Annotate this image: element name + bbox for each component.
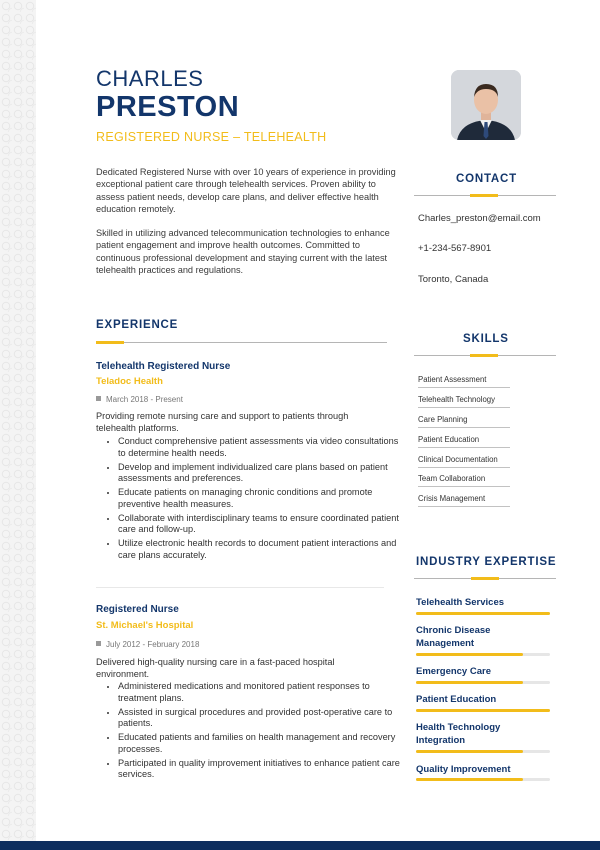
profile-photo — [451, 70, 521, 140]
expertise-label: Chronic Disease Management — [416, 625, 491, 649]
skill-underline — [418, 486, 510, 487]
expertise-bar — [416, 709, 550, 712]
experience-accent — [96, 341, 124, 344]
expertise-label: Patient Education — [416, 694, 497, 705]
skill-item: Team Collaboration — [418, 474, 486, 483]
skill-underline — [418, 387, 510, 388]
expertise-bar-fill — [416, 612, 550, 615]
job-bullets — [104, 436, 400, 564]
contact-accent — [470, 194, 498, 197]
job-bullet: • Educate patients on managing chronic conditions and promote preventive health measures. — [118, 487, 400, 510]
expertise-label: Emergency Care — [416, 666, 491, 677]
job-company: Teladoc Health — [96, 376, 163, 387]
expertise-bar — [416, 681, 550, 684]
calendar-icon — [96, 641, 101, 646]
job-separator — [96, 587, 384, 588]
decorative-pattern-strip — [0, 0, 36, 850]
job-bullet: • Participated in quality improvement initiatives to enhance patient care services. — [118, 758, 400, 781]
industry-expertise-heading: INDUSTRY EXPERTISE — [416, 556, 557, 568]
expertise-label: Telehealth Services — [416, 597, 505, 608]
job-role: Registered Nurse — [96, 604, 179, 615]
job-bullet: • Develop and implement individualized care plans based on patient assessments and preferences. — [118, 462, 400, 485]
summary-paragraph: Skilled in utilizing advanced telecommunication technologies to enhance patient engagement and improve health outcomes. Committed to continuous professional development and staying current with the latest telehealth practices and regulations. — [96, 228, 390, 276]
experience-divider — [96, 342, 387, 343]
job-description: Delivered high-quality nursing care in a fast-paced hospital environment. — [96, 657, 335, 679]
job-role: Telehealth Registered Nurse — [96, 361, 231, 372]
job-bullet: • Conduct comprehensive patient assessments via video consultations to determine health needs. — [118, 436, 400, 459]
skills-accent — [470, 354, 498, 357]
skill-item: Patient Assessment — [418, 375, 487, 384]
job-dates — [96, 640, 199, 649]
last-name: PRESTON — [96, 91, 240, 123]
job-bullet: • Collaborate with interdisciplinary teams to ensure coordinated patient care and follow-up. — [118, 513, 400, 536]
professional-summary — [96, 166, 396, 288]
skill-item: Crisis Management — [418, 494, 486, 503]
expertise-label: Quality Improvement — [416, 764, 511, 775]
skill-underline — [418, 447, 510, 448]
job-description: Providing remote nursing care and support to patients through telehealth platforms. — [96, 411, 349, 433]
job-bullet: • Utilize electronic health records to document patient interactions and care plans accurately. — [118, 538, 400, 561]
calendar-icon — [96, 396, 101, 401]
job-dates-text: July 2012 - February 2018 — [106, 640, 200, 649]
expertise-bar — [416, 612, 550, 615]
contact-location: Toronto, Canada — [418, 274, 489, 285]
job-title: REGISTERED NURSE – TELEHEALTH — [96, 130, 327, 144]
contact-phone: +1-234-567-8901 — [418, 243, 492, 254]
contact-heading: CONTACT — [456, 173, 517, 185]
footer-bar — [0, 841, 600, 850]
expertise-bar — [416, 778, 550, 781]
skill-item: Patient Education — [418, 435, 480, 444]
experience-heading: EXPERIENCE — [96, 319, 179, 331]
expertise-bar-fill — [416, 681, 523, 684]
expertise-bar-fill — [416, 750, 523, 753]
job-dates-text: March 2018 - Present — [106, 395, 183, 404]
job-bullet: • Educated patients and families on health management and recovery processes. — [118, 732, 400, 755]
job-bullet: • Assisted in surgical procedures and provided post-operative care to patients. — [118, 707, 400, 730]
job-dates — [96, 395, 183, 404]
person-portrait-icon — [451, 70, 521, 140]
skill-underline — [418, 427, 510, 428]
expertise-label: Health Technology Integration — [416, 722, 501, 746]
first-name: CHARLES — [96, 66, 204, 91]
expertise-bar-fill — [416, 778, 523, 781]
skill-item: Telehealth Technology — [418, 395, 496, 404]
contact-email: Charles_preston@email.com — [418, 213, 541, 224]
expertise-bar — [416, 750, 550, 753]
skills-heading: SKILLS — [463, 333, 509, 345]
summary-paragraph: Dedicated Registered Nurse with over 10 years of experience in providing exceptional patient care through telehealth services. Proven ability to assess patient needs, develop care plans, and deliver effective health education remotely. — [96, 167, 396, 214]
expertise-bar — [416, 653, 550, 656]
skill-underline — [418, 407, 510, 408]
skill-item: Care Planning — [418, 415, 468, 424]
skill-item: Clinical Documentation — [418, 455, 498, 464]
expertise-bar-fill — [416, 709, 550, 712]
skill-underline — [418, 467, 510, 468]
job-bullets — [104, 681, 400, 783]
expertise-bar-fill — [416, 653, 523, 656]
skill-underline — [418, 506, 510, 507]
expertise-accent — [471, 577, 499, 580]
job-company: St. Michael's Hospital — [96, 620, 194, 631]
job-bullet: • Administered medications and monitored patient responses to treatment plans. — [118, 681, 400, 704]
